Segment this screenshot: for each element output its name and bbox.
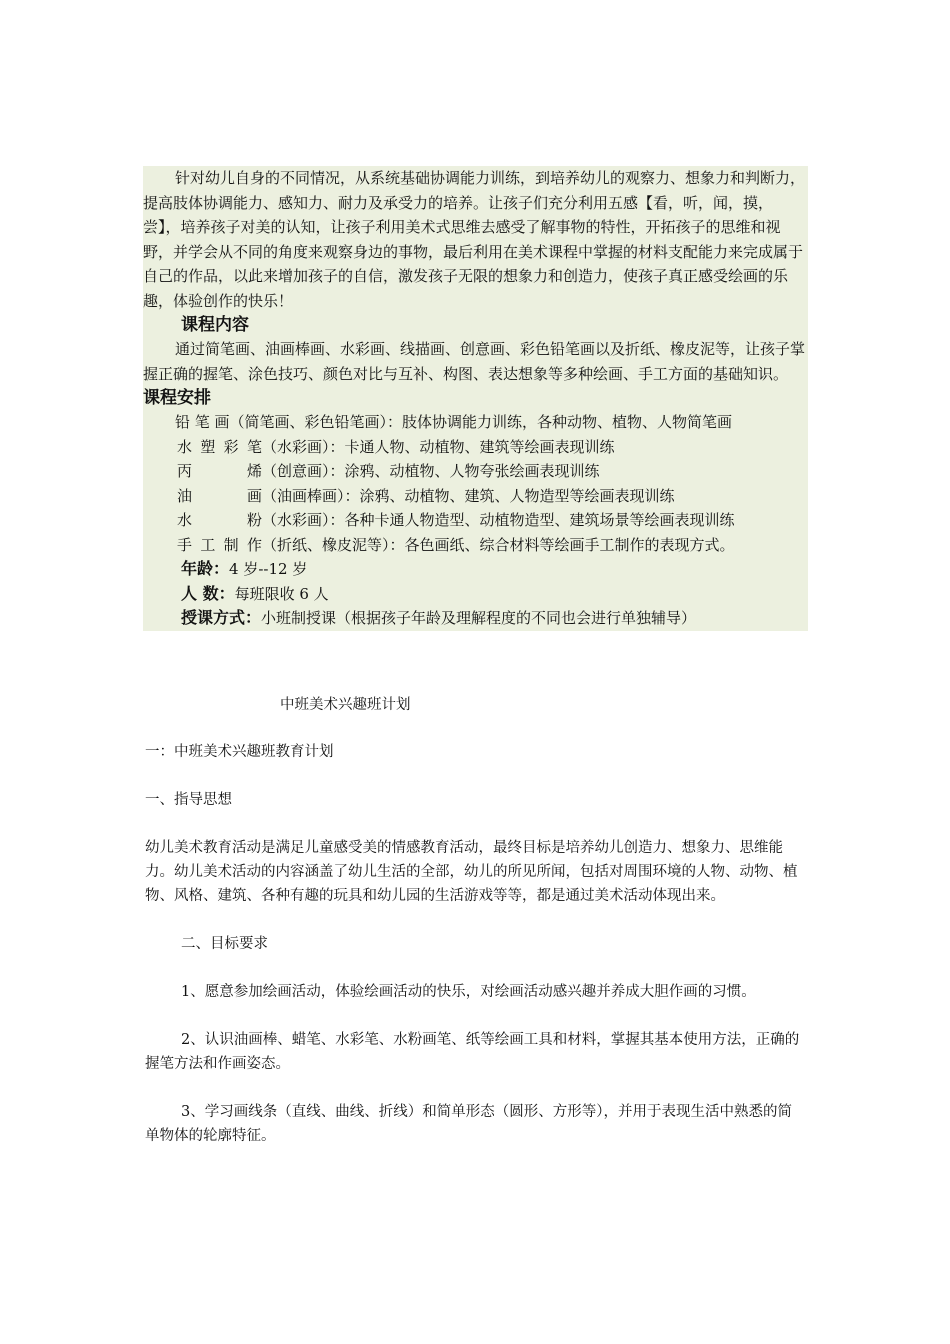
schedule-item: [143, 508, 808, 533]
class-size-value: 每班限收 6 人: [234, 584, 329, 603]
schedule-item: [143, 484, 808, 509]
schedule-item-label: 丙烯: [177, 462, 262, 480]
schedule-item-label: 手工制作: [177, 535, 262, 554]
course-intro-block: [143, 166, 808, 631]
course-content-paragraph: 通过简笔画、油画棒画、水彩画、线描画、创意画、彩色铅笔画以及折纸、橡皮泥等，让孩子掌握正确的握笔、涂色技巧、颜色对比与互补、构图、表达想象等多种绘画、手工方面的基础知识。: [143, 340, 806, 383]
goal-item: 3、学习画线条（直线、曲线、折线）和简单形态（圆形、方形等），并用于表现生活中熟悉的简单物体的轮廓特征。: [145, 1104, 792, 1144]
class-size-line: [143, 582, 808, 607]
plan-body: [145, 740, 805, 1172]
teaching-mode-line: [143, 606, 808, 631]
plan-section-one: 一：中班美术兴趣班教育计划: [145, 744, 334, 760]
guiding-paragraph: 幼儿美术教育活动是满足儿童感受美的情感教育活动，最终目标是培养幼儿创造力、想象力、思维能力。幼儿美术活动的内容涵盖了幼儿生活的全部，幼儿的所见所闻，包括对周围环境的人物、动物、植物、风格、建筑、各种有趣的玩具和幼儿园的生活游戏等等，都是通过美术活动体现出来。: [145, 840, 798, 904]
schedule-item-label: 水粉: [177, 511, 262, 529]
schedule-heading: 课程安排: [143, 388, 211, 408]
teaching-mode-label: 授课方式：: [181, 608, 262, 627]
age-line: [143, 557, 808, 582]
schedule-item-detail: （折纸、橡皮泥等）：各色画纸、综合材料等绘画手工制作的表现方式。: [262, 535, 735, 554]
goal-item: 1、愿意参加绘画活动，体验绘画活动的快乐，对绘画活动感兴趣并养成大胆作画的习惯。: [181, 984, 756, 1000]
guiding-heading: 一、指导思想: [145, 792, 232, 808]
schedule-item-detail: （创意画）：涂鸦、动植物、人物夸张绘画表现训练: [262, 462, 600, 480]
teaching-mode-value: 小班制授课（根据孩子年龄及理解程度的不同也会进行单独辅导）: [261, 609, 697, 627]
schedule-item-label: 水塑彩笔: [177, 437, 262, 456]
schedule-item: [143, 533, 808, 558]
schedule-item: [143, 459, 808, 484]
goals-heading: 二、目标要求: [181, 936, 268, 952]
schedule-first-line: 铅 笔 画（简笔画、彩色铅笔画）：肢体协调能力训练，各种动物、植物、人物简笔画: [175, 413, 733, 431]
class-size-label: 人 数：: [181, 583, 235, 603]
age-value: 4 岁--12 岁: [229, 560, 308, 578]
schedule-item-label: 油画: [177, 486, 262, 505]
plan-title: 中班美术兴趣班计划: [280, 697, 411, 713]
course-content-heading: 课程内容: [181, 315, 249, 335]
intro-paragraph: 针对幼儿自身的不同情况，从系统基础协调能力训练，到培养幼儿的观察力、想象力和判断力，提高肢体协调能力、感知力、耐力及承受力的培养。让孩子们充分利用五感【看，听，闻，摸，尝】，培养孩子对美的认知，让孩子利用美术式思维去感受了解事物的特性，开拓孩子的思维和视野，并学会从不同的角度来观察身边的事物，最后利用在美术课程中掌握的材料支配能力来完成属于自己的作品，以此来增加孩子的自信，激发孩子无限的想象力和创造力，使孩子真正感受绘画的乐趣，体验创作的快乐！: [143, 169, 806, 310]
schedule-item-detail: （水彩画）：各种卡通人物造型、动植物造型、建筑场景等绘画表现训练: [262, 511, 735, 529]
schedule-item-detail: （水彩画）：卡通人物、动植物、建筑等绘画表现训练: [262, 437, 615, 456]
schedule-item-detail: （油画棒画）：涂鸦、动植物、建筑、人物造型等绘画表现训练: [262, 486, 675, 505]
schedule-item: [143, 435, 808, 460]
age-label: 年龄：: [181, 559, 230, 578]
goal-item: 2、认识油画棒、蜡笔、水彩笔、水粉画笔、纸等绘画工具和材料，掌握其基本使用方法，正确的握笔方法和作画姿态。: [145, 1032, 800, 1072]
